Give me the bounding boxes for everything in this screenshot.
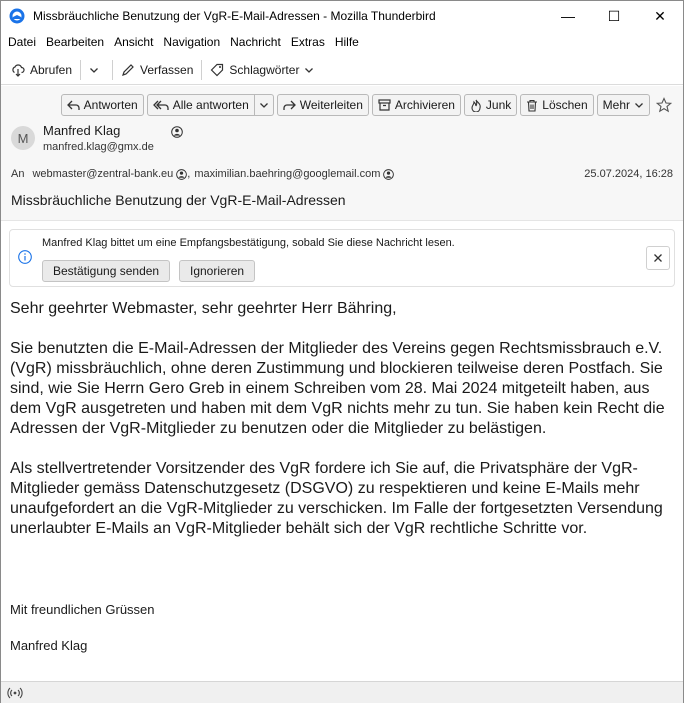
reply-all-button[interactable] <box>147 94 255 116</box>
main-toolbar <box>1 55 683 85</box>
close-icon <box>653 253 663 263</box>
star-icon <box>656 97 672 113</box>
reply-all-menu-button[interactable] <box>255 94 274 116</box>
menu-bar <box>1 31 683 53</box>
reply-all-icon <box>153 99 169 111</box>
send-receipt-button[interactable]: Bestätigung senden <box>42 260 170 282</box>
contact-icon <box>176 169 187 180</box>
message-date: 25.07.2024, 16:28 <box>584 168 673 180</box>
archive-label: Archivieren <box>394 98 455 112</box>
body-paragraph: Sie benutzten die E-Mail-Adressen der Mitglieder des Vereins gegen Rechtsmissbrauch e.V. (VgR) missbräuchlich, ohne deren Zustimmung und blockieren teilweise deren Postfach. Sie sind, wie Sie Herrn Gero Greb in einem Schreiben vom 28. Mai 2024 mitgeteilt haben, aus dem VgR ausgetreten und haben mit dem VgR nichts mehr zu tun. Sie haben kein Recht die Adressen der VgR-Mitglieder zu benutzen oder die Mitglieder zu belästigen. <box>10 340 665 437</box>
menu-help[interactable]: Hilfe <box>334 35 359 49</box>
tags-button[interactable] <box>204 58 320 82</box>
tags-label: Schlagwörter <box>229 62 300 77</box>
recipient-address: webmaster@zentral-bank.eu <box>32 168 174 180</box>
more-button[interactable] <box>597 94 650 116</box>
menu-view[interactable]: Ansicht <box>114 35 154 49</box>
recipient[interactable] <box>194 168 394 180</box>
chevron-down-icon <box>634 100 644 110</box>
connection-status-icon[interactable] <box>7 687 23 699</box>
chevron-down-icon <box>304 65 314 75</box>
fetch-label: Abrufen <box>30 62 73 77</box>
return-receipt-notification <box>9 229 675 287</box>
close-notification-button[interactable] <box>646 246 670 270</box>
archive-icon <box>378 99 391 111</box>
toolbar-separator <box>80 60 81 80</box>
maximize-button[interactable]: ☐ <box>607 7 621 24</box>
star-button[interactable] <box>653 94 675 116</box>
minimize-button[interactable]: — <box>561 8 575 24</box>
window-title: Missbräuchliche Benutzung der VgR-E-Mail-Adressen - Mozilla Thunderbird <box>33 9 436 23</box>
message-header <box>1 86 683 221</box>
greeting: Sehr geehrter Webmaster, sehr geehrter Herr Bähring, <box>10 300 397 317</box>
menu-tools[interactable]: Extras <box>290 35 325 49</box>
status-bar <box>1 681 683 703</box>
reply-all-split <box>147 94 274 116</box>
reply-label: Antworten <box>83 98 138 112</box>
chevron-down-icon <box>259 100 269 110</box>
reply-button[interactable] <box>61 94 144 116</box>
info-icon <box>18 250 32 264</box>
trash-icon <box>526 99 538 112</box>
junk-label: Junk <box>485 98 512 112</box>
toolbar-separator <box>112 60 113 80</box>
ignore-button[interactable]: Ignorieren <box>179 260 255 282</box>
message-body <box>10 299 678 559</box>
junk-button[interactable] <box>464 94 517 116</box>
sender-email[interactable]: manfred.klag@gmx.de <box>43 141 154 153</box>
notification-text: Manfred Klag bittet um eine Empfangsbestätigung, sobald Sie diese Nachricht lesen. <box>42 237 455 249</box>
toolbar-separator <box>201 60 202 80</box>
signature: Manfred Klag <box>10 638 88 653</box>
menu-file[interactable]: Datei <box>8 35 37 49</box>
message-actions <box>61 94 675 116</box>
reply-all-label: Alle antworten <box>172 98 249 112</box>
delete-label: Löschen <box>542 98 588 112</box>
archive-button[interactable] <box>372 94 461 116</box>
menu-navigation[interactable]: Navigation <box>163 35 221 49</box>
reply-icon <box>67 99 80 111</box>
menu-edit[interactable]: Bearbeiten <box>46 35 105 49</box>
fetch-menu-button[interactable] <box>83 58 110 82</box>
closing: Mit freundlichen Grüssen <box>10 602 155 617</box>
chevron-down-icon <box>89 65 99 75</box>
avatar: M <box>11 126 35 150</box>
forward-button[interactable] <box>277 94 369 116</box>
close-window-button[interactable]: ✕ <box>654 7 666 24</box>
contact-icon <box>383 169 394 180</box>
contact-icon[interactable] <box>171 126 183 138</box>
recipient[interactable]: webmaster@zentral-bank.eu , <box>32 168 191 180</box>
more-label: Mehr <box>602 98 630 112</box>
delete-button[interactable] <box>520 94 593 116</box>
recipients-row <box>11 168 398 180</box>
compose-label: Verfassen <box>140 62 194 77</box>
title-bar <box>1 1 683 31</box>
recipient-address: maximilian.baehring@googlemail.com <box>194 168 381 180</box>
menu-message[interactable]: Nachricht <box>230 35 281 49</box>
compose-button[interactable] <box>115 58 199 82</box>
pencil-icon <box>121 63 135 77</box>
body-paragraph: Als stellvertretender Vorsitzender des VgR fordere ich Sie auf, die Privatsphäre der VgR-Mitglieder gemäss Datenschutzgesetz (DSGVO) zu respektieren und keine E-Mails mehr unaufgefordert an die VgR-Mitglieder zu verschicken. Im Falle der fortgesetzten Versendung unerlaubter E-Mails an VgR-Mitglieder behält sich der VgR rechtliche Schritte vor. <box>10 460 663 537</box>
cloud-download-icon <box>11 63 25 77</box>
fetch-button[interactable] <box>5 58 78 82</box>
forward-label: Weiterleiten <box>299 98 363 112</box>
to-label: An <box>11 168 25 180</box>
forward-icon <box>283 99 296 111</box>
tag-icon <box>210 63 224 77</box>
sender-name[interactable]: Manfred Klag <box>43 123 121 138</box>
message-subject: Missbräuchliche Benutzung der VgR-E-Mail-Adressen <box>11 192 346 208</box>
flame-icon <box>470 99 482 112</box>
thunderbird-logo-icon <box>9 8 25 24</box>
